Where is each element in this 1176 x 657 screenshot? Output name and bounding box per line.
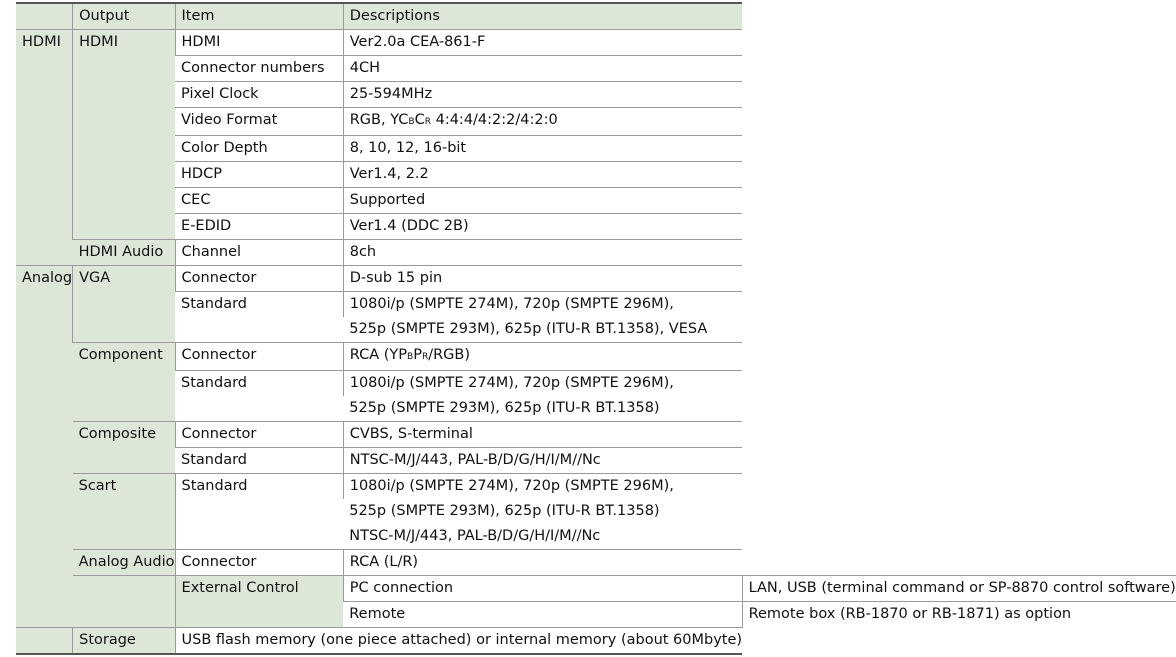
item-hdcp: HDCP <box>175 162 343 188</box>
desc-storage: USB flash memory (one piece attached) or internal memory (about 60Mbyte) <box>175 628 742 655</box>
output-hdmi-audio: HDMI Audio <box>73 240 175 266</box>
item-remote: Remote <box>343 602 742 628</box>
item-composite-standard: Standard <box>175 448 343 474</box>
desc-hdmi-ver: Ver2.0a CEA-861-F <box>343 30 742 56</box>
spec-table <box>16 2 1176 655</box>
output-component: Component <box>73 343 175 422</box>
item-connector-numbers: Connector numbers <box>175 56 343 82</box>
desc-channel: 8ch <box>343 240 742 266</box>
table-row <box>16 448 1176 474</box>
item-color-depth: Color Depth <box>175 136 343 162</box>
item-channel: Channel <box>175 240 343 266</box>
output-storage: Storage <box>73 628 175 655</box>
item-video-format: Video Format <box>175 108 343 136</box>
item-pc-connection: PC connection <box>343 576 742 602</box>
item-component-connector: Connector <box>175 343 343 371</box>
table-row <box>16 188 1176 214</box>
desc-component-standard-1: 1080i/p (SMPTE 274M), 720p (SMPTE 296M), <box>343 371 742 397</box>
table-row <box>16 550 1176 576</box>
desc-analog-audio-connector: RCA (L/R) <box>343 550 742 576</box>
desc-remote: Remote box (RB-1870 or RB-1871) as option <box>742 602 1176 628</box>
item-vga-standard: Standard <box>175 292 343 343</box>
desc-vga-standard-1: 1080i/p (SMPTE 274M), 720p (SMPTE 296M), <box>343 292 742 318</box>
desc-composite-connector: CVBS, S-terminal <box>343 422 742 448</box>
video-format-b: B <box>408 117 415 127</box>
table-row <box>16 371 1176 397</box>
desc-scart-standard-2: 525p (SMPTE 293M), 625p (ITU-R BT.1358) <box>349 503 660 519</box>
header-descriptions: Descriptions <box>343 3 742 30</box>
output-analog-audio: Analog Audio <box>73 550 175 576</box>
header-blank <box>16 3 73 30</box>
table-row <box>16 576 1176 602</box>
table-row <box>16 474 1176 500</box>
table-row <box>16 82 1176 108</box>
table-row <box>16 422 1176 448</box>
desc-pixel-clock: 25-594MHz <box>343 82 742 108</box>
item-eedid: E-EDID <box>175 214 343 240</box>
group-blank <box>73 576 175 628</box>
group-hdmi: HDMI <box>16 30 73 266</box>
video-format-c: C <box>414 112 425 128</box>
desc-vga-standard-2: 525p (SMPTE 293M), 625p (ITU-R BT.1358), VESA <box>349 321 708 337</box>
output-vga: VGA <box>73 266 175 343</box>
table-row <box>16 30 1176 56</box>
video-format-a: RGB, YC <box>349 112 409 128</box>
table-row <box>16 628 1176 655</box>
desc-scart-standard-3: NTSC-M/J/443, PAL-B/D/G/H/I/M//Nc <box>349 528 601 544</box>
comp-conn-a: RCA (YP <box>349 347 407 363</box>
table-row <box>16 214 1176 240</box>
comp-conn-b: B <box>407 352 414 362</box>
desc-scart-standard-1: 1080i/p (SMPTE 274M), 720p (SMPTE 296M), <box>343 474 742 500</box>
item-analog-audio-connector: Connector <box>175 550 343 576</box>
table-row <box>16 162 1176 188</box>
item-scart-standard: Standard <box>175 474 343 550</box>
desc-component-standard-2: 525p (SMPTE 293M), 625p (ITU-R BT.1358) <box>349 400 660 416</box>
desc-cec: Supported <box>343 188 742 214</box>
group-analog: Analog <box>16 266 73 628</box>
output-composite: Composite <box>73 422 175 474</box>
item-composite-connector: Connector <box>175 422 343 448</box>
item-hdmi: HDMI <box>175 30 343 56</box>
header-item: Item <box>175 3 343 30</box>
item-vga-connector: Connector <box>175 266 343 292</box>
comp-conn-e: /RGB) <box>428 347 471 363</box>
header-output: Output <box>73 3 175 30</box>
item-cec: CEC <box>175 188 343 214</box>
table-row <box>16 292 1176 318</box>
table-row <box>16 56 1176 82</box>
output-hdmi: HDMI <box>73 30 175 240</box>
comp-conn-c: P <box>413 347 422 363</box>
item-component-standard: Standard <box>175 371 343 422</box>
desc-hdcp: Ver1.4, 2.2 <box>343 162 742 188</box>
desc-composite-standard: NTSC-M/J/443, PAL-B/D/G/H/I/M//Nc <box>343 448 742 474</box>
table-row <box>16 343 1176 371</box>
desc-color-depth: 8, 10, 12, 16-bit <box>343 136 742 162</box>
table-row <box>16 266 1176 292</box>
desc-component-connector <box>343 343 742 371</box>
desc-connector-numbers: 4CH <box>343 56 742 82</box>
desc-video-format <box>343 108 742 136</box>
video-format-e: 4:4:4/4:2:2/4:2:0 <box>430 112 558 128</box>
table-header-row <box>16 3 1176 30</box>
table-row <box>16 240 1176 266</box>
desc-eedid: Ver1.4 (DDC 2B) <box>343 214 742 240</box>
table-row <box>16 108 1176 136</box>
desc-vga-connector: D-sub 15 pin <box>343 266 742 292</box>
desc-pc-connection: LAN, USB (terminal command or SP-8870 control software) <box>742 576 1176 602</box>
group-blank-storage <box>16 628 73 655</box>
output-external-control: External Control <box>175 576 343 628</box>
item-pixel-clock: Pixel Clock <box>175 82 343 108</box>
video-format-d: R <box>424 117 431 127</box>
table-row <box>16 136 1176 162</box>
comp-conn-d: R <box>421 352 429 362</box>
output-scart: Scart <box>73 474 175 550</box>
